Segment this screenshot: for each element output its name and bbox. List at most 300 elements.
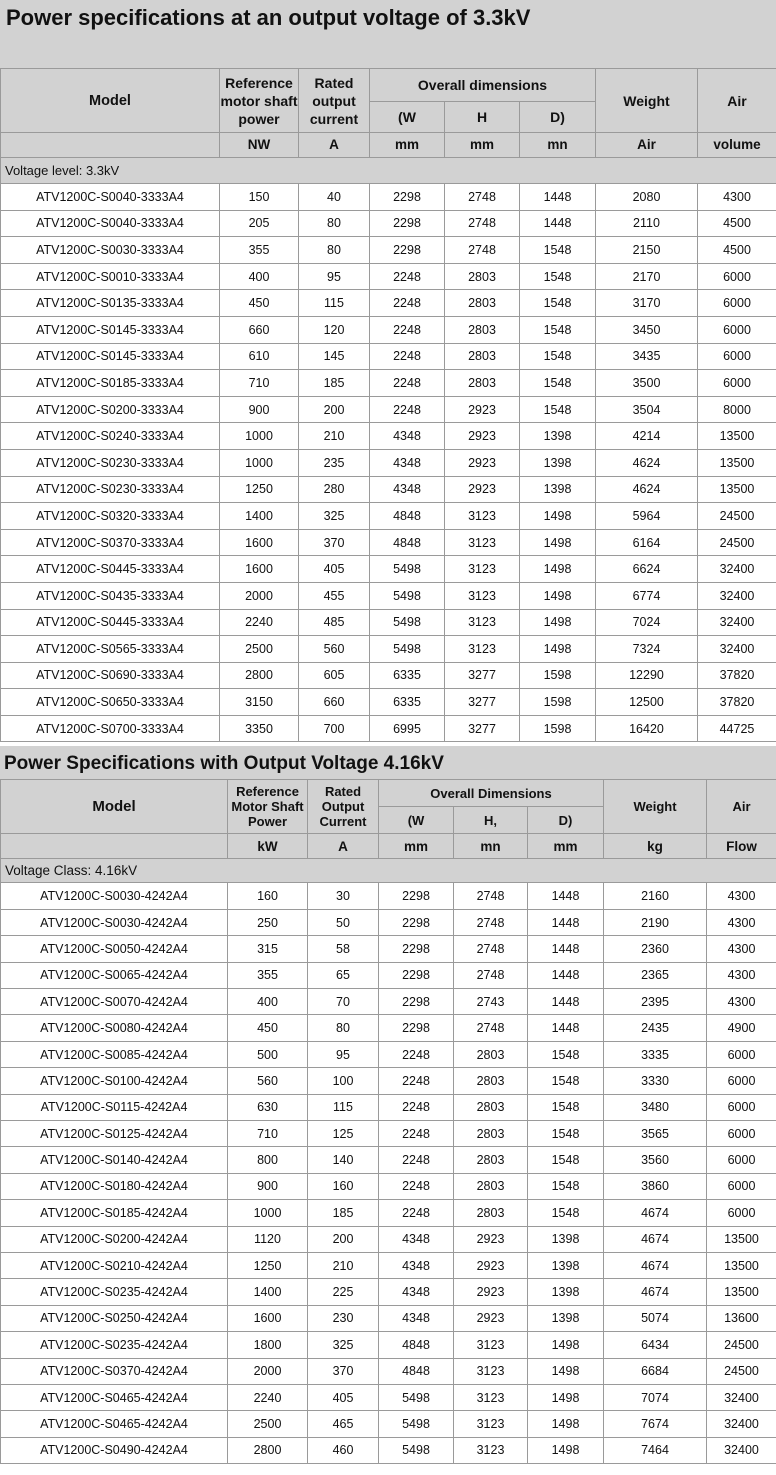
table-row <box>1 715 776 742</box>
cell-depth: 1548 <box>520 316 596 343</box>
unit-current: A <box>308 834 379 859</box>
cell-current: 70 <box>308 989 379 1015</box>
cell-model: ATV1200C-S0180-4242A4 <box>1 1173 228 1199</box>
cell-air: 6000 <box>707 1147 776 1173</box>
cell-depth: 1448 <box>528 962 604 988</box>
unit-air: Flow <box>707 834 776 859</box>
cell-power: 630 <box>228 1094 308 1120</box>
cell-weight: 2435 <box>604 1015 707 1041</box>
cell-air: 6000 <box>698 316 776 343</box>
cell-current: 370 <box>299 529 370 556</box>
cell-model: ATV1200C-S0085-4242A4 <box>1 1041 228 1067</box>
cell-depth: 1548 <box>520 343 596 370</box>
cell-current: 700 <box>299 715 370 742</box>
cell-current: 460 <box>308 1437 379 1463</box>
cell-model: ATV1200C-S0125-4242A4 <box>1 1120 228 1146</box>
cell-width: 4348 <box>370 423 445 450</box>
cell-current: 40 <box>299 184 370 211</box>
cell-air: 32400 <box>698 556 776 583</box>
cell-width: 5498 <box>379 1437 454 1463</box>
unit-weight: kg <box>604 834 707 859</box>
cell-current: 225 <box>308 1279 379 1305</box>
cell-power: 1250 <box>220 476 299 503</box>
cell-height: 3277 <box>445 715 520 742</box>
cell-air: 6000 <box>707 1173 776 1199</box>
table-row <box>1 1305 776 1331</box>
cell-height: 2803 <box>454 1173 528 1199</box>
cell-depth: 1548 <box>528 1120 604 1146</box>
cell-height: 2748 <box>454 962 528 988</box>
cell-air: 44725 <box>698 715 776 742</box>
cell-air: 4500 <box>698 210 776 237</box>
cell-power: 150 <box>220 184 299 211</box>
cell-width: 4348 <box>379 1305 454 1331</box>
cell-power: 660 <box>220 316 299 343</box>
cell-model: ATV1200C-S0235-4242A4 <box>1 1332 228 1358</box>
cell-weight: 5964 <box>596 503 698 530</box>
cell-current: 185 <box>299 370 370 397</box>
table-row <box>1 1094 776 1120</box>
table-row <box>1 1252 776 1278</box>
cell-model: ATV1200C-S0230-3333A4 <box>1 476 220 503</box>
cell-power: 1600 <box>220 556 299 583</box>
cell-depth: 1398 <box>528 1226 604 1252</box>
cell-power: 1250 <box>228 1252 308 1278</box>
table-row <box>1 662 776 689</box>
cell-power: 900 <box>220 396 299 423</box>
cell-current: 160 <box>308 1173 379 1199</box>
table-row <box>1 609 776 636</box>
cell-current: 50 <box>308 909 379 935</box>
unit-depth: mn <box>520 133 596 158</box>
cell-width: 2298 <box>370 210 445 237</box>
cell-height: 2803 <box>445 370 520 397</box>
cell-model: ATV1200C-S0435-3333A4 <box>1 582 220 609</box>
cell-width: 2298 <box>370 237 445 264</box>
cell-weight: 3500 <box>596 370 698 397</box>
cell-depth: 1548 <box>520 237 596 264</box>
table-row <box>1 370 776 397</box>
cell-current: 455 <box>299 582 370 609</box>
cell-current: 485 <box>299 609 370 636</box>
cell-weight: 4624 <box>596 449 698 476</box>
cell-height: 3123 <box>445 503 520 530</box>
cell-depth: 1448 <box>528 989 604 1015</box>
cell-weight: 6164 <box>596 529 698 556</box>
cell-width: 5498 <box>370 556 445 583</box>
cell-power: 2800 <box>228 1437 308 1463</box>
cell-width: 5498 <box>379 1411 454 1437</box>
table-row <box>1 210 776 237</box>
unit-air: volume <box>698 133 776 158</box>
cell-air: 24500 <box>698 529 776 556</box>
cell-height: 2923 <box>454 1305 528 1331</box>
table-row <box>1 1411 776 1437</box>
cell-height: 2803 <box>454 1200 528 1226</box>
cell-power: 2000 <box>220 582 299 609</box>
cell-width: 4348 <box>379 1279 454 1305</box>
cell-width: 2248 <box>379 1094 454 1120</box>
table-row <box>1 909 776 935</box>
table-row <box>1 184 776 211</box>
cell-height: 2803 <box>454 1120 528 1146</box>
table2-title: Power Specifications with Output Voltage 4.16kV <box>0 746 776 779</box>
cell-height: 2803 <box>454 1068 528 1094</box>
cell-air: 13500 <box>707 1252 776 1278</box>
cell-depth: 1398 <box>520 476 596 503</box>
cell-model: ATV1200C-S0650-3333A4 <box>1 689 220 716</box>
cell-air: 4300 <box>707 909 776 935</box>
cell-current: 80 <box>299 210 370 237</box>
header-model: Model <box>1 69 220 133</box>
table-row <box>1 1120 776 1146</box>
table-row <box>1 263 776 290</box>
cell-height: 2803 <box>454 1094 528 1120</box>
cell-height: 2803 <box>445 343 520 370</box>
cell-model: ATV1200C-S0185-4242A4 <box>1 1200 228 1226</box>
cell-weight: 7674 <box>604 1411 707 1437</box>
cell-width: 6335 <box>370 662 445 689</box>
cell-power: 355 <box>228 962 308 988</box>
cell-current: 30 <box>308 883 379 909</box>
cell-power: 610 <box>220 343 299 370</box>
cell-power: 1800 <box>228 1332 308 1358</box>
cell-air: 13600 <box>707 1305 776 1331</box>
cell-air: 6000 <box>707 1041 776 1067</box>
cell-current: 660 <box>299 689 370 716</box>
cell-width: 2298 <box>379 989 454 1015</box>
cell-height: 2923 <box>445 423 520 450</box>
cell-depth: 1548 <box>520 396 596 423</box>
voltage-class-label: Voltage Class: 4.16kV <box>1 859 776 883</box>
unit-height: mm <box>445 133 520 158</box>
voltage-level-label: Voltage level: 3.3kV <box>1 158 776 184</box>
cell-height: 2803 <box>445 316 520 343</box>
cell-model: ATV1200C-S0080-4242A4 <box>1 1015 228 1041</box>
cell-depth: 1548 <box>520 290 596 317</box>
cell-width: 2248 <box>379 1200 454 1226</box>
cell-depth: 1548 <box>528 1094 604 1120</box>
cell-model: ATV1200C-S0230-3333A4 <box>1 449 220 476</box>
cell-height: 3123 <box>454 1437 528 1463</box>
cell-height: 2923 <box>445 449 520 476</box>
unit-depth: mm <box>528 834 604 859</box>
header-depth: D) <box>528 807 604 834</box>
cell-model: ATV1200C-S0115-4242A4 <box>1 1094 228 1120</box>
cell-air: 4500 <box>698 237 776 264</box>
cell-current: 100 <box>308 1068 379 1094</box>
table-row <box>1 1041 776 1067</box>
cell-depth: 1548 <box>528 1200 604 1226</box>
header-current: Rated Output Current <box>308 780 379 834</box>
cell-depth: 1498 <box>528 1411 604 1437</box>
cell-power: 3150 <box>220 689 299 716</box>
cell-weight: 7464 <box>604 1437 707 1463</box>
cell-model: ATV1200C-S0240-3333A4 <box>1 423 220 450</box>
cell-current: 325 <box>308 1332 379 1358</box>
cell-power: 710 <box>228 1120 308 1146</box>
cell-air: 4300 <box>707 989 776 1015</box>
cell-width: 2248 <box>370 290 445 317</box>
cell-power: 2800 <box>220 662 299 689</box>
cell-model: ATV1200C-S0465-4242A4 <box>1 1411 228 1437</box>
cell-height: 3123 <box>445 609 520 636</box>
cell-weight: 4674 <box>604 1200 707 1226</box>
cell-weight: 4674 <box>604 1279 707 1305</box>
cell-current: 80 <box>299 237 370 264</box>
cell-height: 3123 <box>445 556 520 583</box>
cell-current: 560 <box>299 636 370 663</box>
header-width: (W <box>379 807 454 834</box>
cell-width: 5498 <box>370 636 445 663</box>
cell-weight: 6774 <box>596 582 698 609</box>
cell-model: ATV1200C-S0070-4242A4 <box>1 989 228 1015</box>
cell-power: 800 <box>228 1147 308 1173</box>
cell-current: 405 <box>308 1384 379 1410</box>
cell-air: 32400 <box>698 636 776 663</box>
cell-air: 13500 <box>698 449 776 476</box>
cell-height: 2743 <box>454 989 528 1015</box>
cell-air: 4300 <box>698 184 776 211</box>
unit-weight: Air <box>596 133 698 158</box>
cell-model: ATV1200C-S0010-3333A4 <box>1 263 220 290</box>
cell-current: 80 <box>308 1015 379 1041</box>
unit-width: mm <box>370 133 445 158</box>
header-height: H, <box>454 807 528 834</box>
spec-table-3-3kv <box>0 68 776 742</box>
cell-model: ATV1200C-S0210-4242A4 <box>1 1252 228 1278</box>
cell-power: 315 <box>228 936 308 962</box>
cell-current: 115 <box>299 290 370 317</box>
cell-power: 500 <box>228 1041 308 1067</box>
cell-power: 450 <box>228 1015 308 1041</box>
cell-current: 325 <box>299 503 370 530</box>
cell-width: 2298 <box>379 962 454 988</box>
cell-depth: 1398 <box>528 1305 604 1331</box>
cell-power: 1400 <box>220 503 299 530</box>
cell-depth: 1448 <box>528 1015 604 1041</box>
header-weight: Weight <box>604 780 707 834</box>
cell-weight: 3435 <box>596 343 698 370</box>
cell-width: 2248 <box>379 1068 454 1094</box>
cell-weight: 5074 <box>604 1305 707 1331</box>
cell-weight: 4674 <box>604 1226 707 1252</box>
cell-model: ATV1200C-S0200-4242A4 <box>1 1226 228 1252</box>
cell-height: 2748 <box>445 210 520 237</box>
cell-air: 8000 <box>698 396 776 423</box>
cell-width: 5498 <box>370 582 445 609</box>
cell-depth: 1548 <box>520 263 596 290</box>
table-row <box>1 237 776 264</box>
table-row <box>1 449 776 476</box>
cell-depth: 1548 <box>520 370 596 397</box>
cell-power: 2500 <box>220 636 299 663</box>
table1-title: Power specifications at an output voltage of 3.3kV <box>0 0 776 68</box>
cell-weight: 7324 <box>596 636 698 663</box>
cell-model: ATV1200C-S0040-3333A4 <box>1 184 220 211</box>
spec-table-4-16kv <box>0 779 776 1464</box>
cell-weight: 12500 <box>596 689 698 716</box>
cell-weight: 2160 <box>604 883 707 909</box>
cell-width: 2298 <box>379 1015 454 1041</box>
table-row <box>1 503 776 530</box>
cell-weight: 2395 <box>604 989 707 1015</box>
cell-air: 6000 <box>707 1120 776 1146</box>
cell-current: 280 <box>299 476 370 503</box>
cell-power: 3350 <box>220 715 299 742</box>
cell-current: 125 <box>308 1120 379 1146</box>
cell-height: 2803 <box>445 263 520 290</box>
header-current: Rated output current <box>299 69 370 133</box>
cell-height: 2803 <box>445 290 520 317</box>
cell-weight: 3480 <box>604 1094 707 1120</box>
cell-power: 1600 <box>228 1305 308 1331</box>
cell-model: ATV1200C-S0200-3333A4 <box>1 396 220 423</box>
table-row <box>1 1437 776 1463</box>
cell-weight: 2150 <box>596 237 698 264</box>
cell-model: ATV1200C-S0050-4242A4 <box>1 936 228 962</box>
cell-width: 2248 <box>370 316 445 343</box>
cell-width: 2248 <box>370 263 445 290</box>
cell-depth: 1498 <box>520 636 596 663</box>
cell-width: 2248 <box>370 396 445 423</box>
cell-width: 2298 <box>370 184 445 211</box>
table-row <box>1 1358 776 1384</box>
cell-height: 2748 <box>454 1015 528 1041</box>
cell-model: ATV1200C-S0145-3333A4 <box>1 343 220 370</box>
unit-height: mn <box>454 834 528 859</box>
cell-width: 4848 <box>379 1358 454 1384</box>
cell-weight: 2360 <box>604 936 707 962</box>
cell-current: 200 <box>299 396 370 423</box>
cell-width: 2298 <box>379 909 454 935</box>
table-row <box>1 396 776 423</box>
cell-current: 115 <box>308 1094 379 1120</box>
cell-depth: 1548 <box>528 1041 604 1067</box>
unit-width: mm <box>379 834 454 859</box>
table-row <box>1 1332 776 1358</box>
table-row <box>1 962 776 988</box>
table-row <box>1 1173 776 1199</box>
cell-model: ATV1200C-S0250-4242A4 <box>1 1305 228 1331</box>
cell-weight: 6434 <box>604 1332 707 1358</box>
table-row <box>1 582 776 609</box>
cell-current: 140 <box>308 1147 379 1173</box>
cell-power: 450 <box>220 290 299 317</box>
cell-weight: 2170 <box>596 263 698 290</box>
unit-model <box>1 133 220 158</box>
cell-weight: 7024 <box>596 609 698 636</box>
cell-model: ATV1200C-S0135-3333A4 <box>1 290 220 317</box>
table-row <box>1 1226 776 1252</box>
table-row <box>1 529 776 556</box>
cell-power: 1000 <box>220 449 299 476</box>
cell-depth: 1448 <box>520 210 596 237</box>
cell-weight: 6624 <box>596 556 698 583</box>
cell-width: 4848 <box>370 529 445 556</box>
cell-air: 32400 <box>707 1384 776 1410</box>
cell-model: ATV1200C-S0040-3333A4 <box>1 210 220 237</box>
cell-air: 24500 <box>707 1332 776 1358</box>
cell-height: 3277 <box>445 689 520 716</box>
unit-power: kW <box>228 834 308 859</box>
cell-weight: 2365 <box>604 962 707 988</box>
cell-width: 4348 <box>379 1226 454 1252</box>
cell-width: 2248 <box>370 370 445 397</box>
cell-weight: 4674 <box>604 1252 707 1278</box>
unit-power: NW <box>220 133 299 158</box>
cell-height: 3123 <box>445 582 520 609</box>
cell-model: ATV1200C-S0100-4242A4 <box>1 1068 228 1094</box>
header-dimensions: Overall Dimensions <box>379 780 604 807</box>
cell-height: 2748 <box>445 237 520 264</box>
cell-power: 205 <box>220 210 299 237</box>
cell-power: 400 <box>220 263 299 290</box>
cell-depth: 1498 <box>528 1358 604 1384</box>
cell-weight: 3170 <box>596 290 698 317</box>
cell-power: 250 <box>228 909 308 935</box>
cell-height: 2748 <box>454 883 528 909</box>
cell-height: 3123 <box>454 1384 528 1410</box>
cell-weight: 2190 <box>604 909 707 935</box>
cell-width: 2248 <box>379 1041 454 1067</box>
cell-air: 4300 <box>707 962 776 988</box>
cell-depth: 1448 <box>528 936 604 962</box>
cell-power: 1120 <box>228 1226 308 1252</box>
cell-depth: 1548 <box>528 1068 604 1094</box>
cell-model: ATV1200C-S0320-3333A4 <box>1 503 220 530</box>
header-model: Model <box>1 780 228 834</box>
cell-width: 4348 <box>379 1252 454 1278</box>
cell-weight: 3450 <box>596 316 698 343</box>
cell-weight: 2110 <box>596 210 698 237</box>
cell-current: 145 <box>299 343 370 370</box>
table-row <box>1 1384 776 1410</box>
cell-current: 210 <box>308 1252 379 1278</box>
cell-height: 3123 <box>454 1332 528 1358</box>
cell-power: 2000 <box>228 1358 308 1384</box>
cell-model: ATV1200C-S0065-4242A4 <box>1 962 228 988</box>
cell-air: 6000 <box>707 1068 776 1094</box>
cell-current: 605 <box>299 662 370 689</box>
table-row <box>1 290 776 317</box>
cell-height: 3123 <box>445 636 520 663</box>
cell-weight: 3560 <box>604 1147 707 1173</box>
header-height: H <box>445 102 520 133</box>
cell-width: 4348 <box>370 449 445 476</box>
cell-model: ATV1200C-S0490-4242A4 <box>1 1437 228 1463</box>
cell-air: 24500 <box>698 503 776 530</box>
cell-air: 6000 <box>698 343 776 370</box>
cell-current: 95 <box>308 1041 379 1067</box>
cell-air: 32400 <box>698 609 776 636</box>
cell-depth: 1498 <box>520 609 596 636</box>
cell-depth: 1598 <box>520 715 596 742</box>
cell-current: 235 <box>299 449 370 476</box>
cell-height: 3277 <box>445 662 520 689</box>
table-row <box>1 316 776 343</box>
cell-current: 185 <box>308 1200 379 1226</box>
cell-width: 6995 <box>370 715 445 742</box>
table-row <box>1 1068 776 1094</box>
cell-current: 405 <box>299 556 370 583</box>
cell-air: 6000 <box>698 263 776 290</box>
cell-weight: 2080 <box>596 184 698 211</box>
cell-air: 24500 <box>707 1358 776 1384</box>
cell-height: 2923 <box>454 1226 528 1252</box>
cell-air: 6000 <box>698 290 776 317</box>
table-row <box>1 636 776 663</box>
